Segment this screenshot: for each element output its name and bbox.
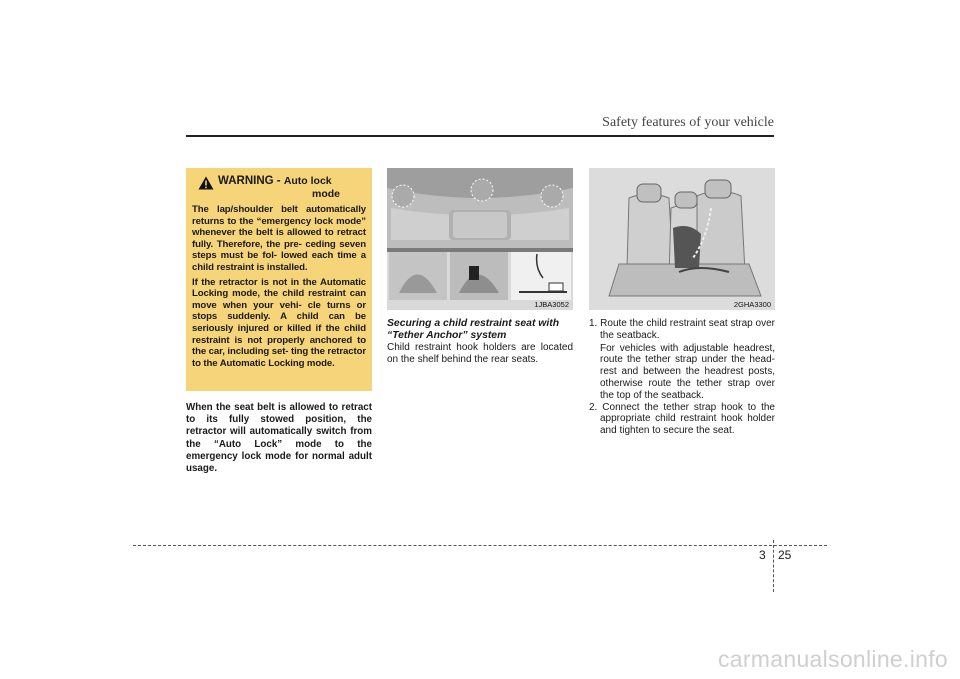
rear-shelf-illustration bbox=[387, 168, 573, 310]
warning-text bbox=[192, 204, 366, 369]
warning-triangle-icon bbox=[198, 176, 214, 190]
installation-steps bbox=[589, 318, 775, 437]
tether-anchor-figure bbox=[387, 168, 573, 310]
rear-seat-illustration bbox=[589, 168, 775, 310]
warning-subtitle-line2: mode bbox=[312, 188, 341, 200]
figure-code: 1JBA3052 bbox=[534, 300, 569, 309]
auto-lock-note: When the seat belt is allowed to retract to its fully stowed position, the retractor will automatically switch from the “Auto Lock” mode to the emergency lock mode for normal adult usage. bbox=[186, 402, 372, 475]
page-number: 25 bbox=[778, 548, 792, 562]
heading-line-1: Securing a child restraint seat with bbox=[387, 318, 560, 329]
page-number-divider bbox=[773, 540, 774, 592]
step-2: 2. Connect the tether strap hook to the appropriate child restraint hook holder and tighten to secure the seat. bbox=[589, 401, 775, 437]
step-1: 1. Route the child restraint seat strap over the seatback. bbox=[589, 318, 775, 341]
tether-anchor-heading bbox=[387, 318, 573, 342]
warning-subtitle-line1: Auto lock bbox=[283, 175, 332, 187]
warning-header bbox=[192, 175, 366, 201]
heading-line-2: “Tether Anchor” system bbox=[387, 329, 507, 341]
hook-holder-description: Child restraint hook holders are located on the shelf behind the rear seats. bbox=[387, 342, 573, 365]
warning-paragraph-1: The lap/shoulder belt automatically returns to the “emergency lock mode” whenever the belt is allowed to retract fully. Therefore, the pre- ceding seven steps must be fol- lowed each time a child restraint is installed. bbox=[192, 204, 366, 273]
figure-code: 2GHA3300 bbox=[733, 300, 771, 309]
warning-box bbox=[186, 168, 372, 391]
header-rule bbox=[186, 135, 774, 137]
warning-label: WARNING - bbox=[218, 175, 281, 187]
warning-paragraph-2: If the retractor is not in the Automatic Locking mode, the child restraint can move when your vehi- cle turns or stops suddenly. A child can be seriously injured or killed if the child restraint is not properly anchored to the car, including set- ting the retractor to the Automatic Locking mode. bbox=[192, 276, 366, 369]
warning-title bbox=[218, 175, 340, 201]
chapter-number: 3 bbox=[759, 548, 766, 562]
watermark: carmanualsonline.info bbox=[717, 646, 948, 672]
section-title: Safety features of your vehicle bbox=[602, 115, 774, 130]
rear-seat-figure bbox=[589, 168, 775, 310]
step-1-note: For vehicles with adjustable headrest, route the tether strap under the head- rest and between the headrest posts, otherwise route the tether strap over the top of the seatback. bbox=[600, 342, 775, 401]
footer-rule bbox=[133, 545, 827, 546]
